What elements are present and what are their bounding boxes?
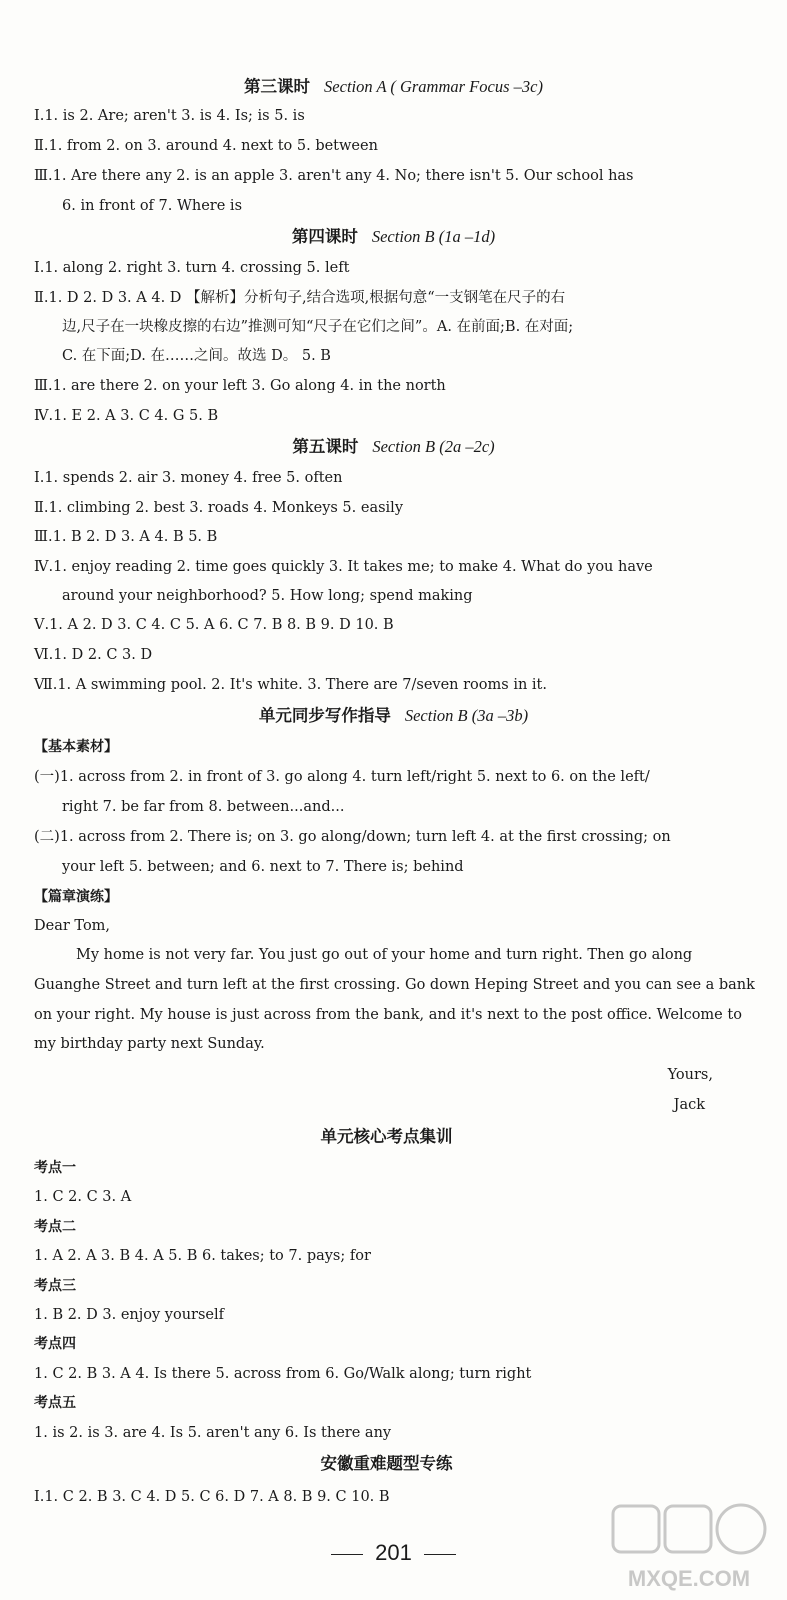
answer-line: Ⅲ.1. are there 2. on your left 3. Go along 4. in the north [34, 378, 446, 394]
answer-line: Ⅱ.1. D 2. D 3. A 4. D 【解析】分析句子,结合选项,根据句意“一支钢笔在尺子的右 [34, 290, 566, 306]
section-heading: 第四课时 Section B (1a –1d) [291, 227, 496, 246]
letter-closing: Yours, [667, 1067, 713, 1083]
letter-body-line: on your right. My house is just across from the bank, and it's next to the post office. Welcome to [34, 1007, 742, 1023]
answer-line: Ⅰ.1. spends 2. air 3. money 4. free 5. often [34, 470, 343, 486]
section-heading: 单元核心考点集训 [320, 1127, 453, 1146]
answer-line: Ⅰ.1. along 2. right 3. turn 4. crossing 5. left [34, 260, 350, 276]
subsection-label: 考点三 [34, 1278, 76, 1294]
answer-line: Ⅱ.1. climbing 2. best 3. roads 4. Monkeys 5. easily [34, 500, 404, 516]
letter-signature: Jack [673, 1097, 705, 1113]
answer-line: 1. is 2. is 3. are 4. Is 5. aren't any 6. Is there any [34, 1425, 392, 1441]
answer-line: Ⅵ.1. D 2. C 3. D [34, 647, 153, 663]
answer-line: 1. A 2. A 3. B 4. A 5. B 6. takes; to 7. pays; for [34, 1248, 371, 1264]
answer-line: Ⅲ.1. B 2. D 3. A 4. B 5. B [34, 529, 218, 545]
answer-line: 1. C 2. C 3. A [34, 1189, 132, 1205]
answer-line: Ⅳ.1. E 2. A 3. C 4. G 5. B [34, 408, 219, 424]
subsection-label: 考点四 [34, 1336, 76, 1352]
answer-line: your left 5. between; and 6. next to 7. There is; behind [62, 859, 464, 875]
section-heading: 第五课时 Section B (2a –2c) [292, 437, 495, 456]
page-number: 201 [0, 1540, 787, 1566]
letter-body-line: my birthday party next Sunday. [34, 1036, 265, 1052]
section-heading: 安徽重难题型专练 [320, 1454, 453, 1473]
subsection-label: 考点五 [34, 1395, 76, 1411]
answer-line: Ⅶ.1. A swimming pool. 2. It's white. 3. There are 7/seven rooms in it. [34, 677, 547, 693]
watermark-text: MXQE.COM [627, 1566, 751, 1591]
answer-line: Ⅴ.1. A 2. D 3. C 4. C 5. A 6. C 7. B 8. B 9. D 10. B [34, 617, 394, 633]
letter-body-line: My home is not very far. You just go out of your home and turn right. Then go along [76, 947, 693, 963]
letter-salutation: Dear Tom, [34, 918, 111, 934]
answer-line: 1. B 2. D 3. enjoy yourself [34, 1307, 224, 1323]
answer-line: around your neighborhood? 5. How long; spend making [62, 588, 473, 604]
answer-line: 6. in front of 7. Where is [62, 198, 243, 214]
subsection-label: 【基本素材】 [34, 739, 118, 755]
answer-line: (二)1. across from 2. There is; on 3. go along/down; turn left 4. at the first crossing; on [34, 829, 671, 845]
answer-line: C. 在下面;D. 在……之间。故选 D。 5. B [62, 348, 331, 364]
letter-body-line: Guanghe Street and turn left at the first crossing. Go down Heping Street and you can see a bank [34, 977, 755, 993]
dash-left [331, 1554, 363, 1555]
dash-right [424, 1554, 456, 1555]
section-heading: 第三课时 Section A ( Grammar Focus –3c) [244, 77, 543, 96]
answer-line: (一)1. across from 2. in front of 3. go along 4. turn left/right 5. next to 6. on the left/ [34, 769, 650, 785]
subsection-label: 考点二 [34, 1219, 76, 1235]
answer-line: Ⅳ.1. enjoy reading 2. time goes quickly 3. It takes me; to make 4. What do you have [34, 559, 653, 575]
subsection-label: 考点一 [34, 1160, 76, 1176]
answer-line: 1. C 2. B 3. A 4. Is there 5. across from 6. Go/Walk along; turn right [34, 1366, 532, 1382]
section-heading: 单元同步写作指导 Section B (3a –3b) [258, 706, 529, 725]
answer-line: Ⅰ.1. is 2. Are; aren't 3. is 4. Is; is 5. is [34, 108, 305, 124]
answer-line: Ⅰ.1. C 2. B 3. C 4. D 5. C 6. D 7. A 8. B 9. C 10. B [34, 1489, 390, 1505]
subsection-label: 【篇章演练】 [34, 889, 118, 905]
answer-line: Ⅲ.1. Are there any 2. is an apple 3. aren't any 4. No; there isn't 5. Our school has [34, 168, 634, 184]
watermark-logo-icon [599, 1500, 779, 1596]
answer-line: right 7. be far from 8. between...and... [62, 799, 345, 815]
answer-line: Ⅱ.1. from 2. on 3. around 4. next to 5. between [34, 138, 378, 154]
answer-line: 边,尺子在一块橡皮擦的右边”推测可知“尺子在它们之间”。A. 在前面;B. 在对面; [62, 319, 574, 335]
